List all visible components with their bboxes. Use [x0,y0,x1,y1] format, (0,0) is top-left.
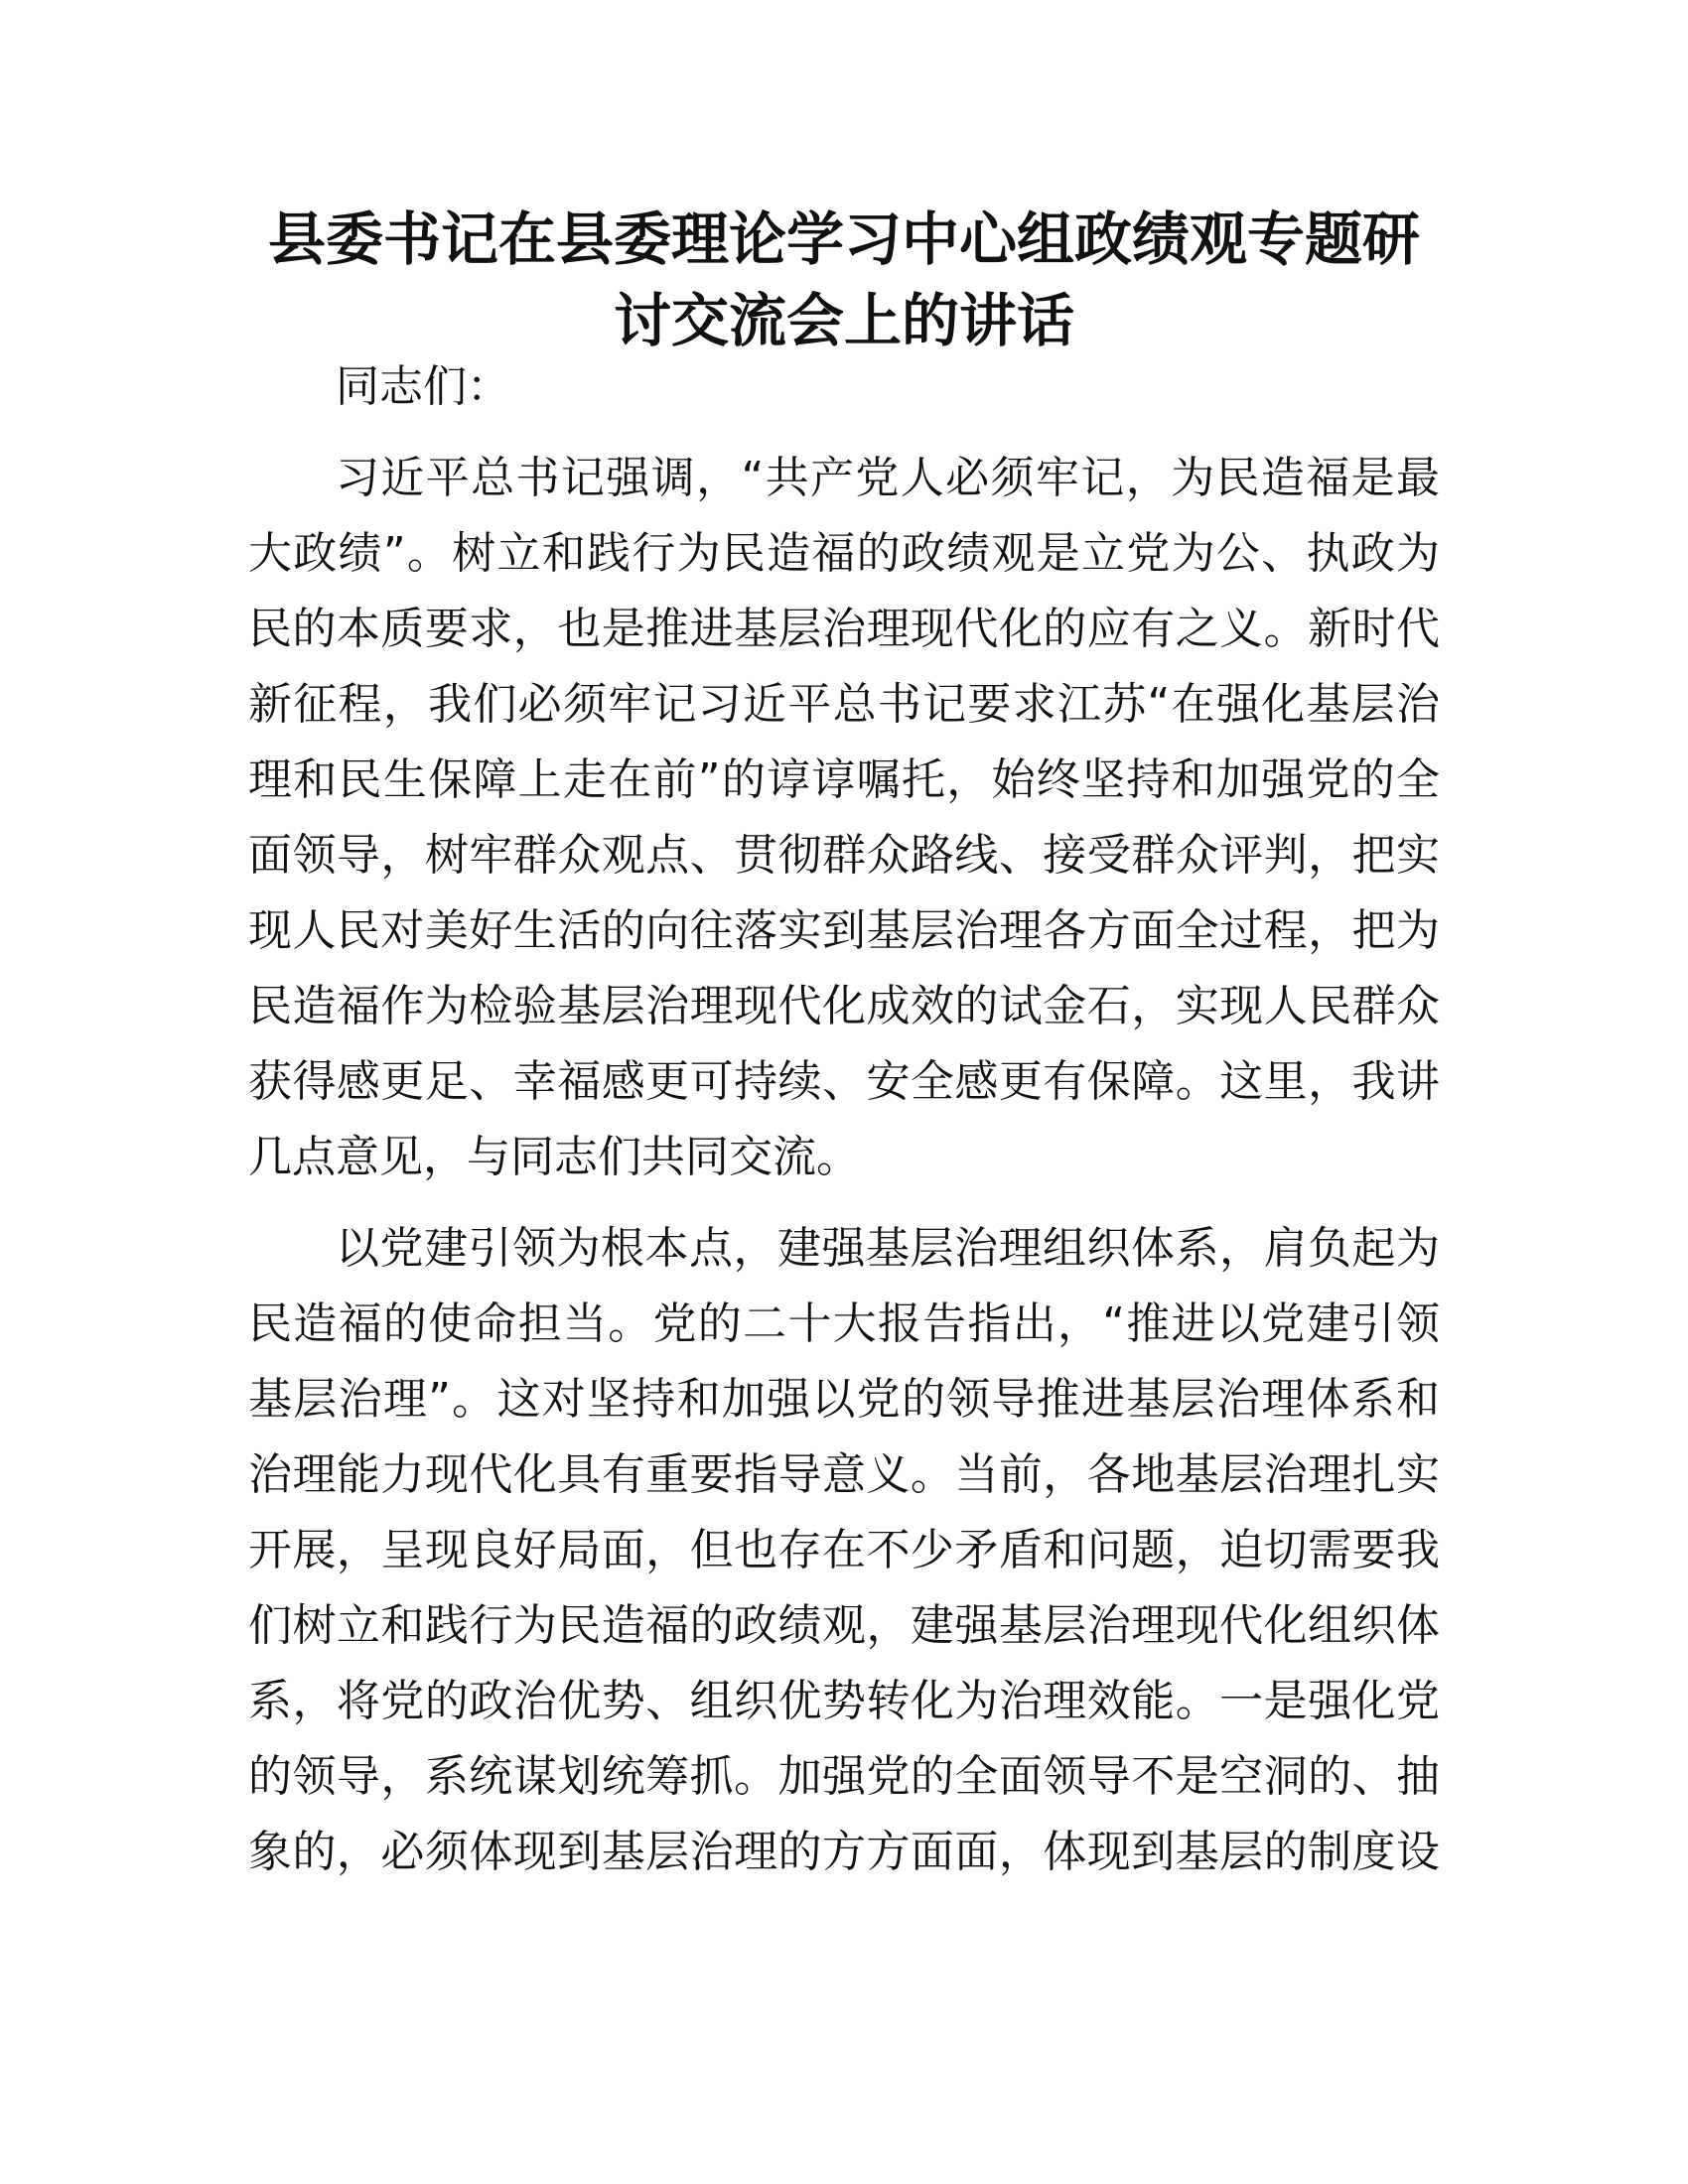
paragraph-line: 民造福的使命担当。党的二十大报告指出，“推进以党建引领 [248,1298,1440,1349]
paragraph-line: 系，将党的政治优势、组织优势转化为治理效能。一是强化党 [248,1676,1440,1726]
paragraph-line: 几点意见，与同志们共同交流。 [248,1132,860,1182]
paragraph-line: 现人民对美好生活的向往落实到基层治理各方面全过程，把为 [248,905,1440,956]
title-line-2: 讨交流会上的讲话 [613,287,1074,354]
paragraph-line: 民造福作为检验基层治理现代化成效的试金石，实现人民群众 [248,981,1440,1031]
paragraph-line: 治理能力现代化具有重要指导意义。当前，各地基层治理扎实 [248,1449,1440,1500]
salutation: 同志们： [336,361,510,412]
paragraph-line: 象的，必须体现到基层治理的方方面面，体现到基层的制度设 [248,1827,1440,1877]
paragraph-line: 面领导，树牢群众观点、贯彻群众路线、接受群众评判，把实 [248,830,1440,881]
paragraph-line: 的领导，系统谋划统筹抓。加强党的全面领导不是空洞的、抽 [248,1751,1440,1802]
paragraph-line: 以党建引领为根本点，建强基层治理组织体系，肩负起为 [336,1223,1440,1274]
paragraph-intro [248,441,1440,1195]
paragraph-line: 理和民生保障上走在前”的谆谆嘱托，始终坚持和加强党的全 [248,754,1440,805]
paragraph-line: 基层治理”。这对坚持和加强以党的领导推进基层治理体系和 [248,1374,1440,1425]
paragraph-line: 民的本质要求，也是推进基层治理现代化的应有之义。新时代 [248,604,1440,654]
paragraph-line: 大政绩”。树立和践行为民造福的政绩观是立党为公、执政为 [248,528,1440,579]
document-title [248,199,1440,361]
title-line-1: 县委书记在县委理论学习中心组政绩观专题研 [267,205,1420,273]
paragraph-line: 新征程，我们必须牢记习近平总书记要求江苏“在强化基层治 [248,679,1440,730]
paragraph-line: 开展，呈现良好局面，但也存在不少矛盾和问题，迫切需要我 [248,1525,1440,1575]
paragraph-line: 习近平总书记强调，“共产党人必须牢记，为民造福是最 [336,453,1440,503]
document-body [248,349,1440,1906]
paragraph-line: 们树立和践行为民造福的政绩观，建强基层治理现代化组织体 [248,1600,1440,1651]
paragraph-line: 获得感更足、幸福感更可持续、安全感更有保障。这里，我讲 [248,1056,1440,1107]
paragraph-party-building [248,1211,1440,1890]
